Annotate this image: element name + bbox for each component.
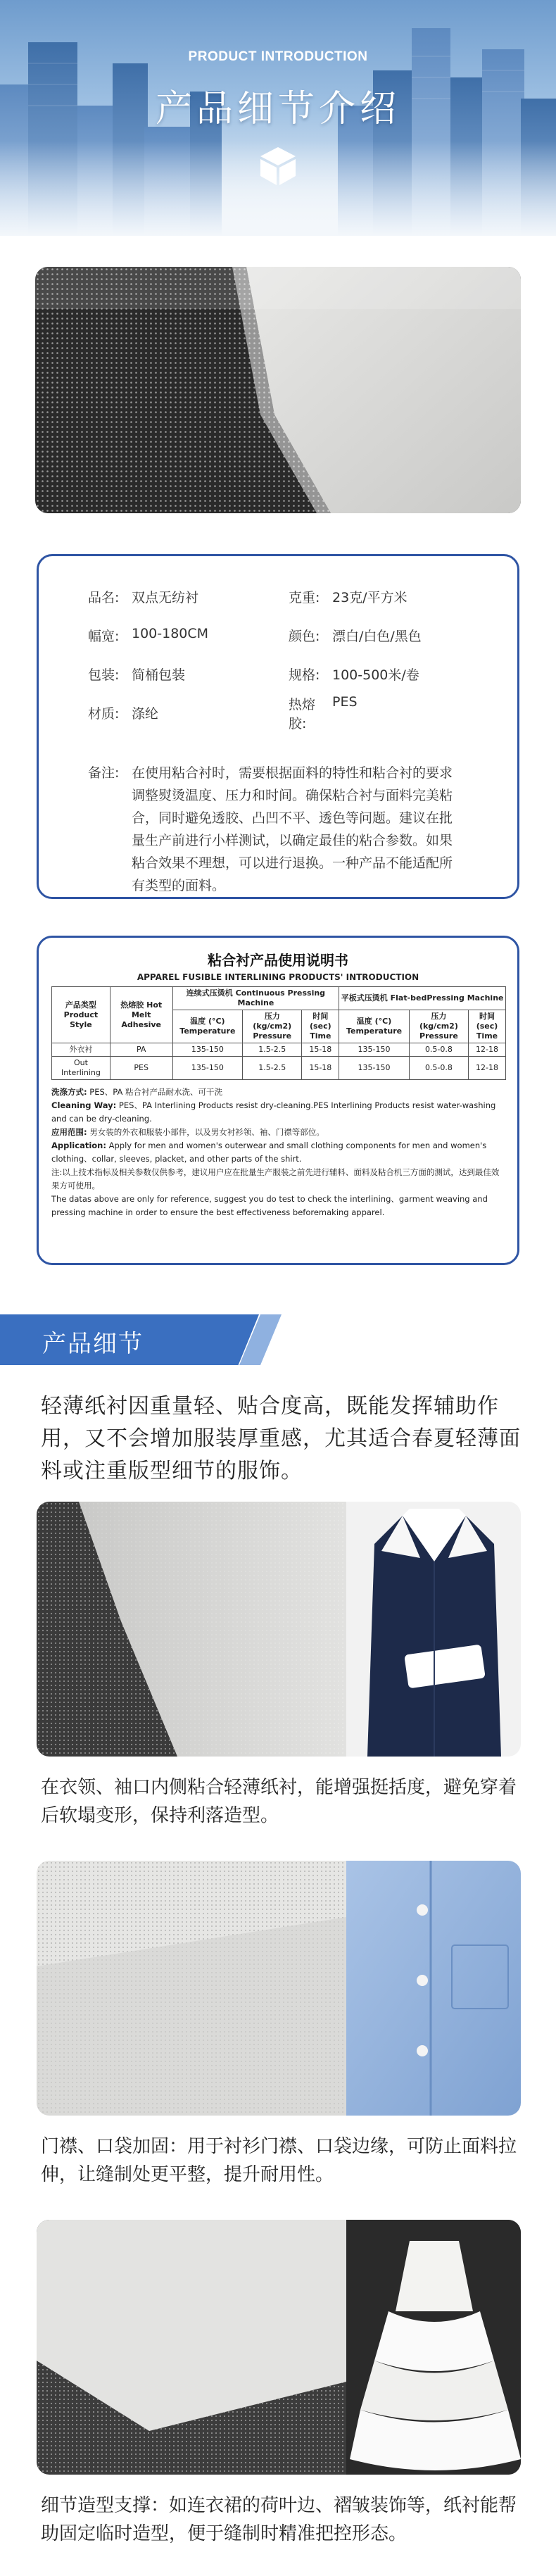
detail-photo-placket <box>37 1861 521 2116</box>
spec-key: 热熔胶: <box>289 696 316 731</box>
cell-c-pressure: 1.5-2.5 <box>243 1043 302 1057</box>
hero-banner <box>0 0 556 236</box>
note-text: 注:以上技术指标及相关参数仅供参考，建议用户应在批量生产服装之前先进行辅料、面料及粘合机三方面的测试，达到最佳效果方可使用。 <box>51 1167 500 1190</box>
spec-value: 100-500米/卷 <box>332 667 419 683</box>
instructions-subtitle: APPAREL FUSIBLE INTERLINING PRODUCTS' INTRODUCTION <box>137 972 419 982</box>
th-pressure: 压力 (kg/cm2) Pressure <box>243 1010 302 1043</box>
note-text: Apply for men and women's outerwear and small clothing components for men and women's clothing、collar, sleeves, placket, and other parts of the shirt. <box>51 1141 487 1164</box>
th-product-style: 产品类型 Product Style <box>52 987 110 1043</box>
th-hot-melt: 热熔胶 Hot Melt Adhesive <box>110 987 172 1043</box>
cell-style: 外衣衬 <box>52 1043 110 1057</box>
th-temp: 温度 (°C) Temperature <box>172 1010 243 1043</box>
spec-key: 规格: <box>289 667 320 683</box>
spec-note-key: 备注: <box>88 765 120 781</box>
note-text: PES、PA 粘合衬产品耐水洗、可干洗 <box>87 1087 222 1097</box>
hero-title: 产品细节介绍 <box>155 88 400 130</box>
spec-row <box>88 577 489 616</box>
note-line <box>51 1139 505 1166</box>
spec-key: 颜色: <box>289 629 320 644</box>
spec-value: 100-180CM <box>132 626 209 641</box>
spec-card <box>37 554 519 899</box>
instructions-table <box>51 986 506 1080</box>
details-intro: 轻薄纸衬因重量轻、贴合度高，既能发挥辅助作用，又不会增加服装厚重感，尤其适合春夏轻薄面料或注重版型细节的服饰。 <box>41 1394 521 1483</box>
spec-value: 23克/平方米 <box>332 590 407 605</box>
note-label: 应用范围: <box>51 1127 87 1137</box>
th-time: 时间 (sec) Time <box>469 1010 506 1043</box>
section-title: 产品细节 <box>42 1330 144 1358</box>
spec-key: 材质: <box>88 706 120 722</box>
spec-value: 简桶包装 <box>132 667 186 683</box>
spec-value: PES <box>332 693 358 710</box>
cell-adhesive: PES <box>110 1057 172 1080</box>
spec-row <box>88 693 489 732</box>
note-label: Application: <box>51 1141 106 1150</box>
table-row <box>52 1057 506 1080</box>
cell-f-pressure: 0.5-0.8 <box>409 1057 468 1080</box>
spec-row <box>88 616 489 655</box>
hero-subtitle: PRODUCT INTRODUCTION <box>188 49 368 64</box>
detail-caption-1: 在衣领、袖口内侧粘合轻薄纸衬，能增强挺括度，避免穿着后软塌变形，保持利落造型。 <box>41 1777 517 1826</box>
cell-f-pressure: 0.5-0.8 <box>409 1043 468 1057</box>
note-label: 洗涤方式: <box>51 1087 87 1097</box>
spec-key: 幅宽: <box>88 629 120 644</box>
detail-photo-collar <box>37 1502 521 1757</box>
instructions-title: 粘合衬产品使用说明书 <box>208 952 348 969</box>
spec-key: 品名: <box>88 590 120 605</box>
spec-value: 涤纶 <box>132 706 159 722</box>
detail-photo-ruffle <box>37 2220 521 2475</box>
th-time: 时间 (sec) Time <box>302 1010 339 1043</box>
table-row <box>52 1043 506 1057</box>
note-line <box>51 1193 505 1219</box>
fabric-photo-main <box>35 267 521 513</box>
th-continuous: 连续式压烫机 Continuous Pressing Machine <box>172 987 339 1010</box>
detail-caption-2: 门襟、口袋加固：用于衬衫门襟、口袋边缘，可防止面料拉伸，让缝制处更平整，提升耐用性。 <box>41 2136 517 2185</box>
spec-row <box>88 655 489 693</box>
note-text: PES、PA Interlining Products resist dry-cleaning.PES Interlining Products resist water-washing and can be dry-cleaning. <box>51 1100 496 1124</box>
th-pressure: 压力 (kg/cm2) Pressure <box>409 1010 468 1043</box>
cell-adhesive: PA <box>110 1043 172 1057</box>
spec-key: 克重: <box>289 590 320 605</box>
note-label: Cleaning Way: <box>51 1100 117 1110</box>
cell-style: Out Interlining <box>52 1057 110 1080</box>
spec-value: 双点无纺衬 <box>132 590 199 605</box>
note-line <box>51 1166 505 1193</box>
th-temp: 温度 (°C) Temperature <box>339 1010 410 1043</box>
cell-f-temp: 135-150 <box>339 1043 410 1057</box>
instructions-card <box>37 936 519 1265</box>
note-text: 男女装的外衣和服装小部件，以及男女衬衫领、袖、门襟等部位。 <box>87 1127 324 1137</box>
detail-caption-3: 细节造型支撑：如连衣裙的荷叶边、褶皱装饰等，纸衬能帮助固定临时造型，便于缝制时精准把控形态。 <box>41 2495 517 2544</box>
note-line <box>51 1099 505 1126</box>
cell-f-time: 12-18 <box>469 1043 506 1057</box>
cell-c-pressure: 1.5-2.5 <box>243 1057 302 1080</box>
spec-note <box>88 762 489 897</box>
cell-c-time: 15-18 <box>302 1043 339 1057</box>
cell-c-temp: 135-150 <box>172 1043 243 1057</box>
cube-icon <box>256 144 300 188</box>
cell-f-temp: 135-150 <box>339 1057 410 1080</box>
section-header-details <box>0 1314 556 1365</box>
note-line <box>51 1086 505 1099</box>
spec-key: 包装: <box>88 667 120 683</box>
note-text: The datas above are only for reference, suggest you do test to check the interlining、garment weaving and pressing machine in order to ensure the best effectiveness beforemaking apparel. <box>51 1194 488 1217</box>
th-flatbed: 平板式压烫机 Flat-bedPressing Machine <box>339 987 506 1010</box>
spec-note-value: 在使用粘合衬时，需要根据面料的特性和粘合衬的要求调整熨烫温度、压力和时间。确保粘合衬与面料完美粘合，同时避免透胶、凸凹不平、透色等问题。建议在批量生产前进行小样测试，以确定最佳的粘合参数。如果粘合效果不理想，可以进行退换。一种产品不能适配所有类型的面料。 <box>132 765 453 893</box>
note-line <box>51 1126 505 1139</box>
instructions-notes <box>51 1086 505 1219</box>
cell-c-temp: 135-150 <box>172 1057 243 1080</box>
cell-f-time: 12-18 <box>469 1057 506 1080</box>
cell-c-time: 15-18 <box>302 1057 339 1080</box>
spec-value: 漂白/白色/黑色 <box>332 629 422 644</box>
